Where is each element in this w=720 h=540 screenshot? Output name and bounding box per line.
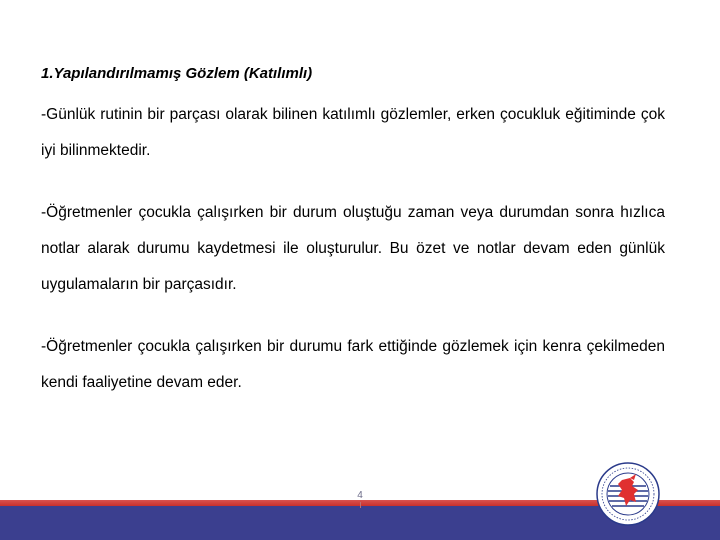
paragraph-2: -Öğretmenler çocukla çalışırken bir durum oluştuğu zaman veya durumdan sonra hızlıca notlar alarak durumu kaydetmesi ile oluşturulur. Bu özet ve notlar devam eden günlük uygulamaların bir parçasıdır. (41, 204, 665, 293)
slide-content (41, 62, 665, 401)
paragraph-1: -Günlük rutinin bir parçası olarak bilinen katılımlı gözlemler, erken çocukluk eğitiminde çok iyi bilinmektedir. (41, 106, 665, 159)
university-seal-icon (596, 462, 660, 526)
slide-heading: 1.Yapılandırılmamış Gözlem (Katılımlı) (41, 65, 313, 82)
paragraph-3: -Öğretmenler çocukla çalışırken bir durumu fark ettiğinde gözlemek için kenra çekilmeden kendi faaliyetine devam eder. (41, 338, 665, 391)
page-number: 4 (357, 490, 363, 501)
page-number-tick (360, 502, 361, 508)
